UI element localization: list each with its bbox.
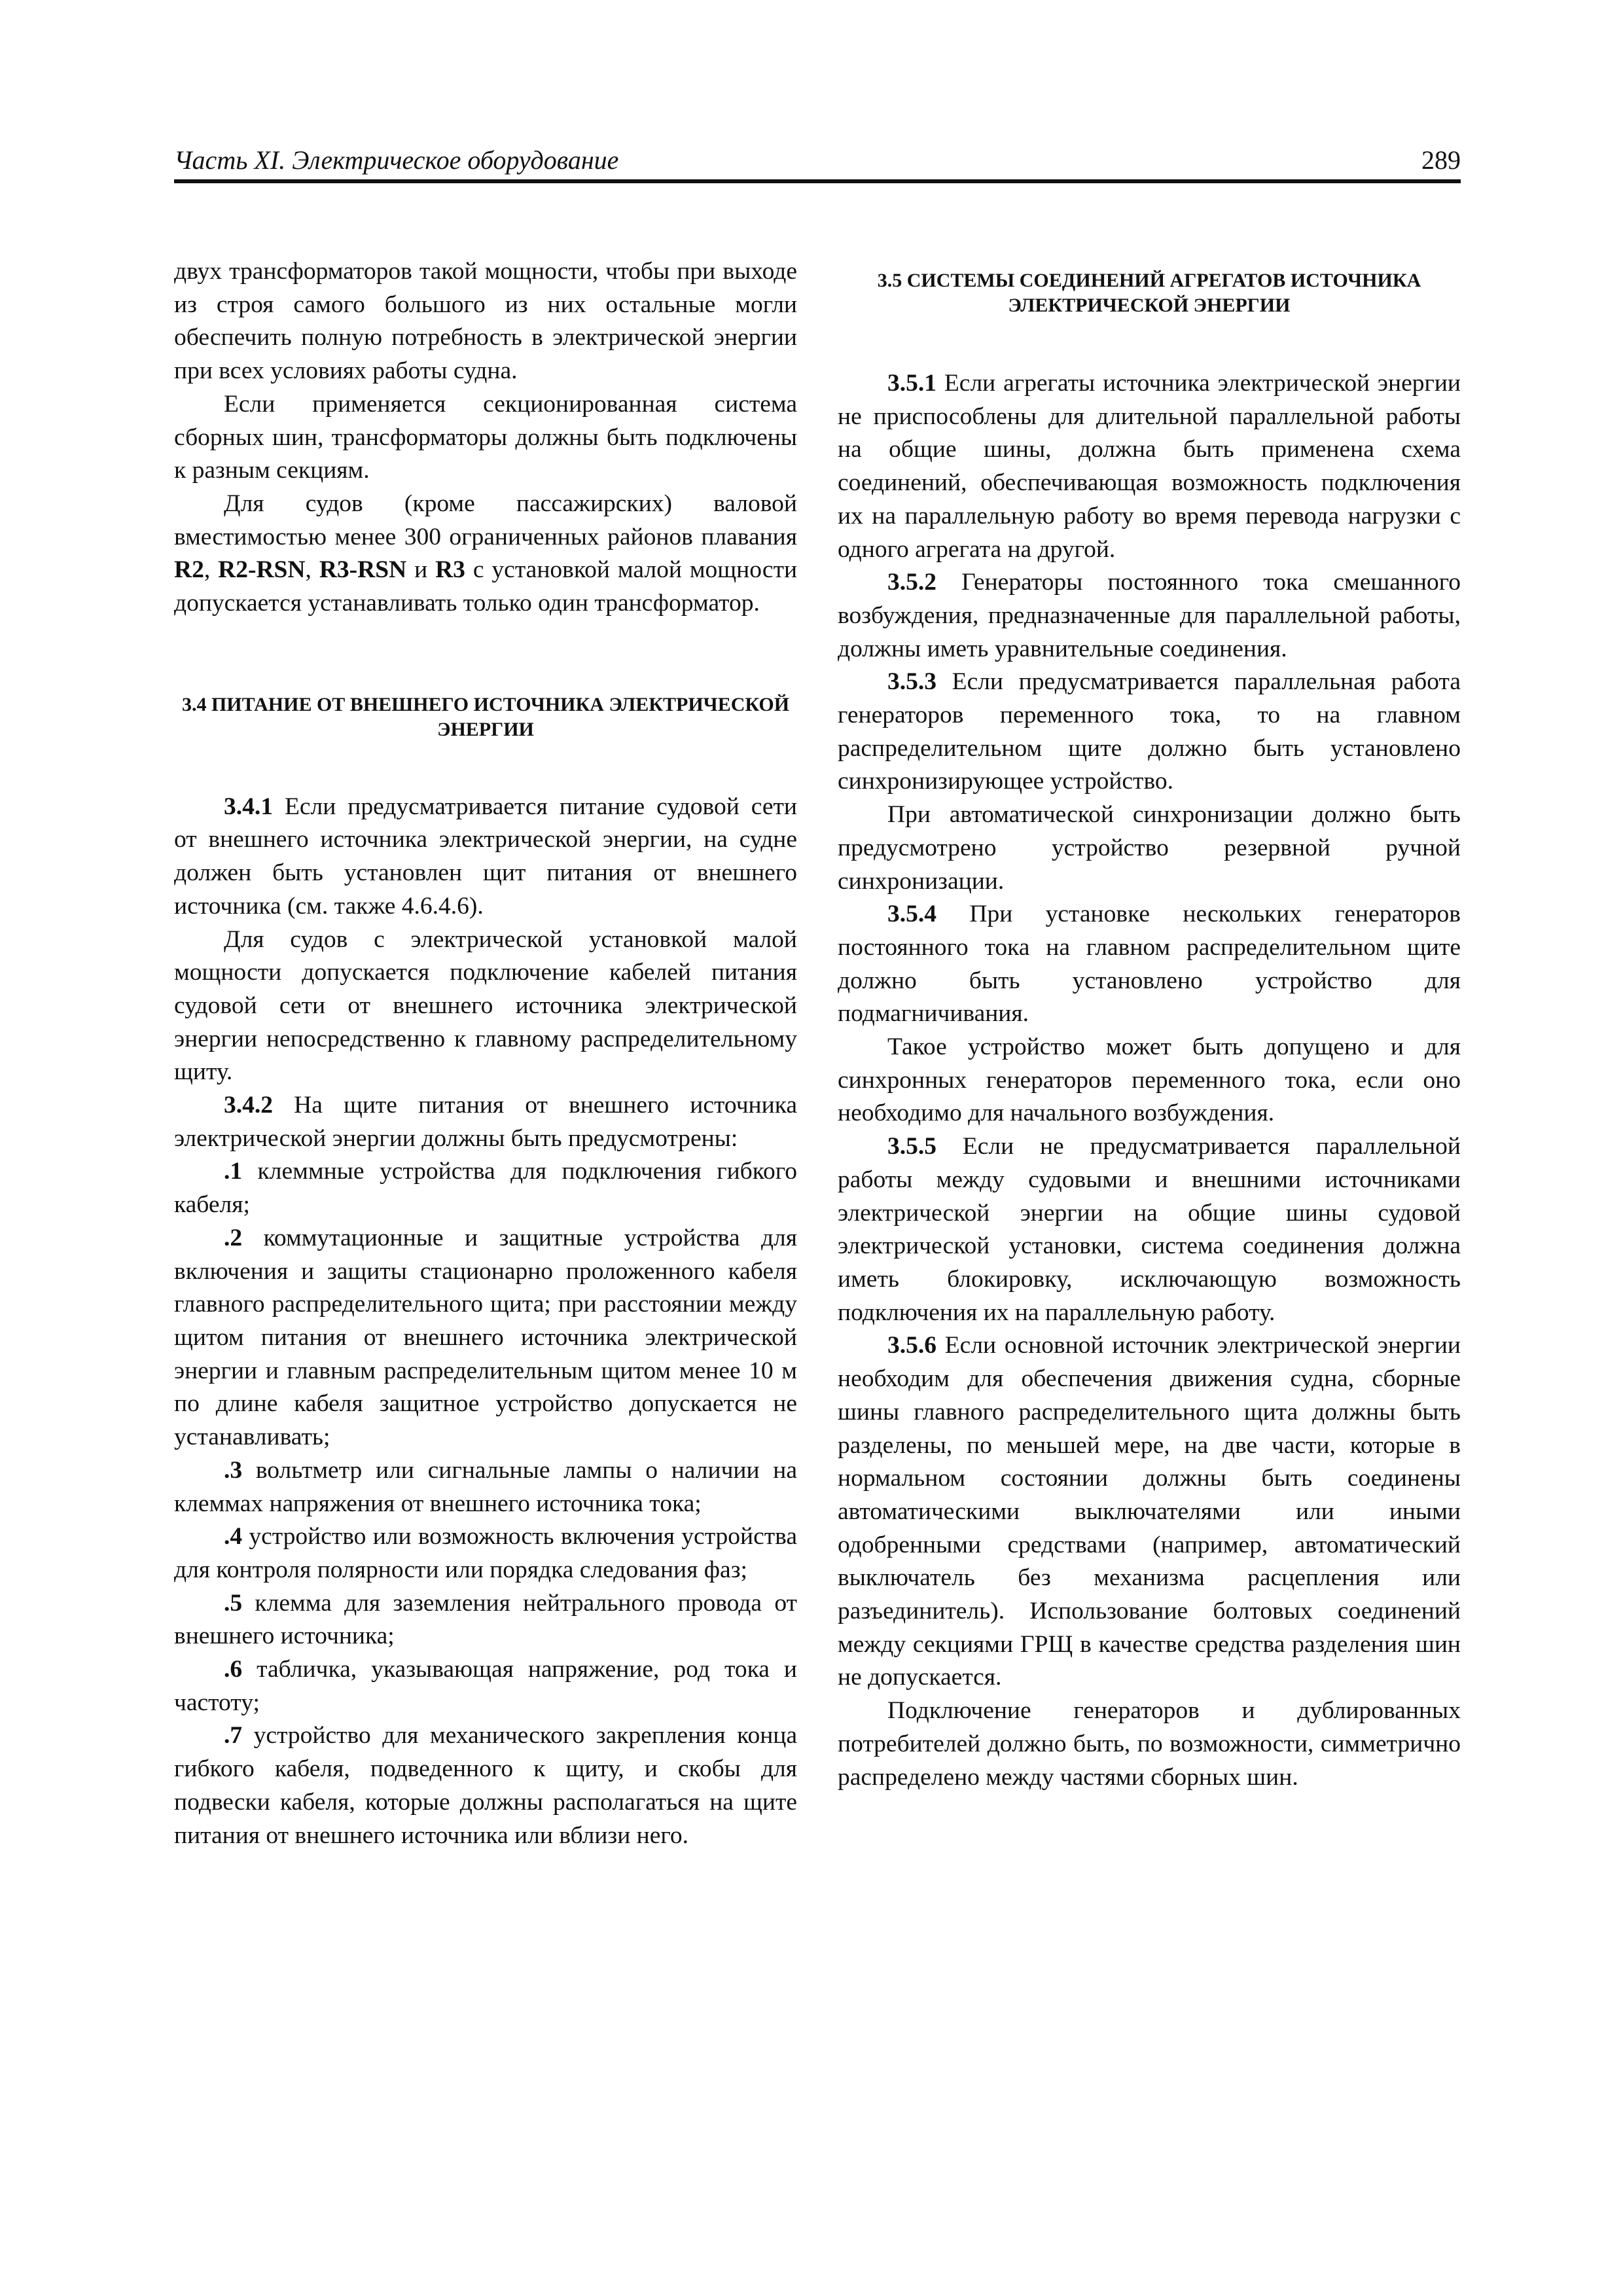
- paragraph: [838, 1329, 1461, 1695]
- paragraph-text: табличка, указывающая напряжение, род тока и частоту;: [174, 1656, 797, 1716]
- clause-number: R3: [435, 556, 465, 584]
- paragraph: [838, 1031, 1461, 1130]
- paragraph: [174, 791, 797, 924]
- paragraph-text: Такое устройство может быть допущено и для синхронных генераторов переменного тока, если оно необходимо для начального возбуждения.: [838, 1033, 1461, 1127]
- paragraph-text: и: [406, 556, 436, 584]
- clause-number: 3.5.3: [887, 668, 936, 696]
- paragraph: [174, 1155, 797, 1221]
- paragraph-text: Если не предусматривается параллельной работы между судовыми и внешними источниками электрической энергии на общие шины судовой электрической установки, система соединения должна иметь блокировку, исключающую возможность подключения их на параллельную работу.: [838, 1133, 1461, 1326]
- clause-number: .5: [224, 1589, 243, 1617]
- paragraph: [174, 255, 797, 388]
- paragraph-text: Для судов с электрической установкой малой мощности допускается подключение кабелей питания судовой сети от внешнего источника электрической энергии непосредственно к главному распределительному щиту.: [174, 925, 797, 1086]
- paragraph-text: с установкой малой мощности допускается устанавливать только один трансформатор.: [174, 556, 798, 617]
- paragraph: [838, 566, 1461, 666]
- paragraph: [174, 924, 797, 1090]
- paragraph-text: вольтметр или сигнальные лампы о наличии на клеммах напряжения от внешнего источника тока;: [174, 1456, 797, 1517]
- section-heading-3-4: 3.4 ПИТАНИЕ ОТ ВНЕШНЕГО ИСТОЧНИКА ЭЛЕКТРИЧЕСКОЙ ЭНЕРГИИ: [181, 693, 790, 740]
- clause-number: R2: [174, 556, 204, 584]
- paragraph-text: Если применяется секционированная система сборных шин, трансформаторы должны быть подключены к разным секциям.: [174, 390, 797, 484]
- paragraph: [174, 1719, 797, 1852]
- clause-number: .6: [224, 1656, 243, 1683]
- paragraph: [174, 1520, 797, 1587]
- paragraph: [838, 798, 1461, 898]
- paragraph-text: Если основной источник электрической энергии необходим для обеспечения движения судна, сборные шины главного распределительного щита должны быть разделены, по меньшей мере, на две части, которые в нормальном состоянии должны быть соединены автоматическими выключателями или иными одобренными средствами (например, автоматический выключатель без механизма расцепления или разъединитель). Использование болтовых соединений между секциями ГРЩ в качестве средства разделения шин не допускается.: [838, 1332, 1461, 1691]
- clause-number: 3.5.2: [887, 569, 936, 596]
- paragraph-text: Генераторы постоянного тока смешанного возбуждения, предназначенные для параллельной работы, должны иметь уравнительные соединения.: [838, 569, 1461, 662]
- paragraph-text: Если предусматривается питание судовой сети от внешнего источника электрической энергии, на судне должен быть установлен щит питания от внешнего источника (см. также 4.6.4.6).: [174, 793, 797, 920]
- section-heading-3-5: 3.5 СИСТЕМЫ СОЕДИНЕНИЙ АГРЕГАТОВ ИСТОЧНИКА ЭЛЕКТРИЧЕСКОЙ ЭНЕРГИИ: [877, 270, 1421, 316]
- intro-text: [174, 255, 797, 620]
- paragraph: [174, 488, 797, 620]
- clause-number: .4: [224, 1523, 243, 1551]
- paragraph: [838, 666, 1461, 798]
- paragraph-text: устройство для механического закрепления конца гибкого кабеля, подведенного к щиту, и скобы для подвески кабеля, которые должны располагаться на щите питания от внешнего источника или вблизи него.: [174, 1722, 797, 1849]
- paragraph-text: устройство или возможность включения устройства для контроля полярности или порядка следования фаз;: [174, 1523, 797, 1583]
- paragraph-text: При автоматической синхронизации должно быть предусмотрено устройство резервной ручной синхронизации.: [838, 801, 1461, 895]
- page-header: [174, 143, 1461, 183]
- paragraph-text: двух трансформаторов такой мощности, чтобы при выходе из строя самого большого из них остальные могли обеспечить полную потребность в электрической энергии при всех условиях работы судна.: [174, 258, 797, 385]
- section-3-4-body: [174, 791, 797, 1853]
- paragraph-text: клеммные устройства для подключения гибкого кабеля;: [174, 1158, 797, 1219]
- paragraph-text: ,: [305, 556, 319, 584]
- clause-number: 3.5.6: [887, 1332, 936, 1359]
- clause-number: 3.5.1: [887, 370, 936, 397]
- paragraph-text: Для судов (кроме пассажирских) валовой вместимостью менее 300 ограниченных районов плавания: [174, 490, 797, 550]
- paragraph-text: Если предусматривается параллельная работа генераторов переменного тока, то на главном распределительном щите должно быть установлено синхронизирующее устройство.: [838, 668, 1461, 795]
- paragraph: [174, 388, 797, 488]
- page-number: 289: [1421, 145, 1461, 175]
- clause-number: 3.4.1: [224, 793, 273, 820]
- clause-number: 3.4.2: [224, 1092, 273, 1119]
- paragraph-text: ,: [204, 556, 219, 584]
- paragraph: [838, 1695, 1461, 1794]
- left-column: [174, 255, 797, 1852]
- clause-number: 3.5.5: [887, 1133, 936, 1160]
- paragraph-text: Если агрегаты источника электрической энергии не приспособлены для длительной параллельной работы на общие шины, должна быть применена схема соединений, обеспечивающая возможность подключения их на параллельную работу во время перевода нагрузки с одного агрегата на другой.: [838, 370, 1461, 563]
- running-title: Часть XI. Электрическое оборудование: [174, 145, 619, 175]
- clause-number: R3-RSN: [319, 556, 407, 584]
- paragraph: [174, 1587, 797, 1653]
- paragraph-text: При установке нескольких генераторов постоянного тока на главном распределительном щите должно быть установлено устройство для подмагничивания.: [838, 901, 1461, 1028]
- paragraph: [174, 1454, 797, 1520]
- paragraph-text: клемма для заземления нейтрального провода от внешнего источника;: [174, 1589, 797, 1650]
- paragraph-text: На щите питания от внешнего источника электрической энергии должны быть предусмотрены:: [174, 1092, 797, 1152]
- paragraph: [838, 367, 1461, 566]
- paragraph-text: Подключение генераторов и дублированных потребителей должно быть, по возможности, симметрично распределено между частями сборных шин.: [838, 1697, 1461, 1791]
- paragraph: [174, 1653, 797, 1719]
- paragraph: [174, 1222, 797, 1454]
- clause-number: .2: [224, 1224, 243, 1251]
- clause-number: R2-RSN: [218, 556, 306, 584]
- paragraph: [838, 1130, 1461, 1329]
- paragraph: [174, 1089, 797, 1155]
- clause-number: .3: [224, 1456, 243, 1484]
- clause-number: 3.5.4: [887, 901, 936, 928]
- paragraph: [838, 898, 1461, 1031]
- paragraph-text: коммутационные и защитные устройства для включения и защиты стационарно проложенного кабеля главного распределительного щита; при расстоянии между щитом питания от внешнего источника электрической энергии и главным распределительным щитом менее 10 м по длине кабеля защитное устройство допускается не устанавливать;: [174, 1224, 797, 1451]
- right-column: [838, 255, 1461, 1794]
- section-3-5-body: [838, 367, 1461, 1794]
- clause-number: .1: [224, 1158, 243, 1185]
- clause-number: .7: [224, 1722, 243, 1749]
